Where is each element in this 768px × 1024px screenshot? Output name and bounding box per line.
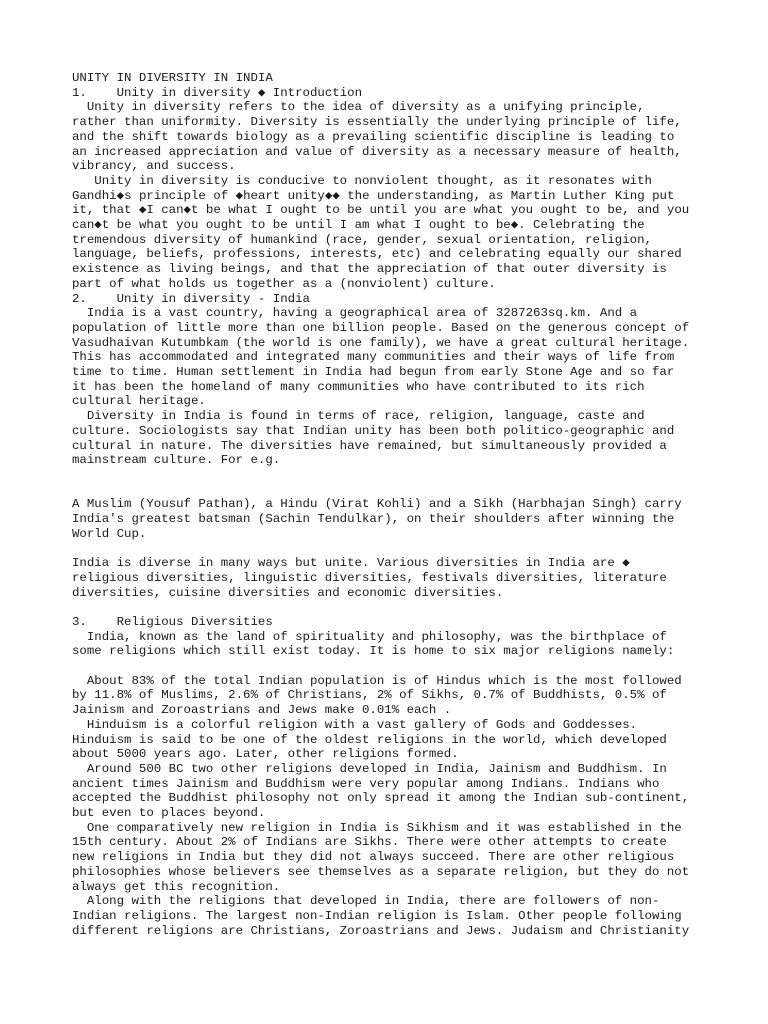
text-line: A Muslim (Yousuf Pathan), a Hindu (Virat Kohli) and a Sikh (Harbhajan Singh) carry [72, 497, 682, 512]
text-line: Around 500 BC two other religions developed in India, Jainism and Buddhism. In [72, 761, 667, 776]
text-line: tremendous diversity of humankind (race, gender, sexual orientation, religion, [72, 232, 652, 247]
text-line: cultural heritage. [72, 394, 206, 409]
text-line: ancient times Jainism and Buddhism were very popular among Indians. Indians who [72, 776, 660, 791]
text-line: UNITY IN DIVERSITY IN INDIA [72, 71, 273, 85]
text-line [72, 541, 712, 556]
text-line: Unity in diversity is conducive to nonviolent thought, as it resonates with [72, 173, 652, 188]
text-line: Vasudhaivan Kutumbkam (the world is one family), we have a great cultural heritage. [72, 335, 690, 350]
text-line: 15th century. About 2% of Indians are Sikhs. There were other attempts to create [72, 835, 667, 850]
text-line: new religions in India but they did not always succeed. There are other religious [72, 850, 675, 865]
text-line: an increased appreciation and value of diversity as a necessary measure of health, [72, 144, 682, 159]
text-line: cultural in nature. The diversities have remained, but simultaneously provided a [72, 438, 667, 453]
text-line: can◆t be what you ought to be until I am what I ought to be◆. Celebrating the [72, 218, 645, 233]
text-line: About 83% of the total Indian population is of Hindus which is the most followed [72, 673, 682, 688]
text-line: by 11.8% of Muslims, 2.6% of Christians, 2% of Sikhs, 0.7% of Buddhists, 0.5% of [72, 688, 667, 703]
text-line: part of what holds us together as a (nonviolent) culture. [72, 276, 496, 291]
text-line: and the shift towards biology as a prevailing scientific discipline is leading to [72, 129, 675, 144]
text-line [72, 600, 712, 615]
text-line: it has been the homeland of many communities who have contributed to its rich [72, 379, 645, 394]
text-line: always get this recognition. [72, 879, 281, 894]
text-line: but even to places beyond. [72, 806, 266, 821]
text-line: culture. Sociologists say that Indian unity has been both politico-geographic and [72, 423, 675, 438]
text-line: religious diversities, linguistic diversities, festivals diversities, literature [72, 570, 667, 585]
text-line: different religions are Christians, Zoroastrians and Jews. Judaism and Christianity [72, 923, 690, 938]
text-line: 1. Unity in diversity ◆ Introduction [72, 85, 363, 100]
text-line: existence as living beings, and that the appreciation of that outer diversity is [72, 262, 667, 277]
text-line: Jainism and Zoroastrians and Jews make 0.01% each . [72, 703, 452, 718]
text-line: Diversity in India is found in terms of race, religion, language, caste and [72, 409, 645, 424]
text-line: accepted the Buddhist philosophy not only spread it among the Indian sub-continent, [72, 791, 690, 806]
text-line: Along with the religions that developed in India, there are followers of non- [72, 894, 660, 909]
text-line: rather than uniformity. Diversity is essentially the underlying principle of life, [72, 115, 682, 130]
text-line: time to time. Human settlement in India had begun from early Stone Age and so far [72, 365, 675, 380]
text-line: India is diverse in many ways but unite. Various diversities in India are ◆ [72, 556, 630, 571]
text-line: India, known as the land of spirituality and philosophy, was the birthplace of [72, 629, 667, 644]
text-line: World Cup. [72, 526, 147, 541]
text-line: India is a vast country, having a geographical area of 3287263sq.km. And a [72, 306, 638, 321]
text-line: philosophies whose believers see themselves as a separate religion, but they do not [72, 864, 690, 879]
text-line: This has accommodated and integrated many communities and their ways of life from [72, 350, 675, 365]
text-line: Indian religions. The largest non-Indian religion is Islam. Other people following [72, 909, 682, 923]
text-line: Hinduism is a colorful religion with a vast gallery of Gods and Goddesses. [72, 717, 638, 732]
text-line: One comparatively new religion in India is Sikhism and it was established in the [72, 820, 682, 835]
text-line: Unity in diversity refers to the idea of diversity as a unifying principle, [72, 100, 645, 115]
text-line [72, 659, 712, 674]
text-line: language, beliefs, professions, interests, etc) and celebrating equally our shared [72, 247, 682, 262]
text-line [72, 468, 712, 483]
text-line: mainstream culture. For e.g. [72, 453, 281, 468]
text-line: vibrancy, and success. [72, 159, 236, 174]
text-line: it, that ◆I can◆t be what I ought to be until you are what you ought to be, and you [72, 203, 690, 218]
text-line: Gandhi◆s principle of ◆heart unity◆◆ the understanding, as Martin Luther King put [72, 188, 675, 203]
text-line: 3. Religious Diversities [72, 614, 273, 629]
text-line: diversities, cuisine diversities and economic diversities. [72, 585, 504, 600]
text-line: population of little more than one billion people. Based on the generous concept of [72, 320, 690, 335]
document-body [72, 71, 712, 938]
text-line: 2. Unity in diversity - India [72, 291, 310, 306]
text-line: some religions which still exist today. It is home to six major religions namely: [72, 644, 675, 659]
text-line: about 5000 years ago. Later, other religions formed. [72, 747, 459, 762]
text-line: Hinduism is said to be one of the oldest religions in the world, which developed [72, 732, 667, 747]
text-line: India's greatest batsman (Sachin Tendulkar), on their shoulders after winning the [72, 512, 675, 527]
text-line [72, 483, 712, 498]
